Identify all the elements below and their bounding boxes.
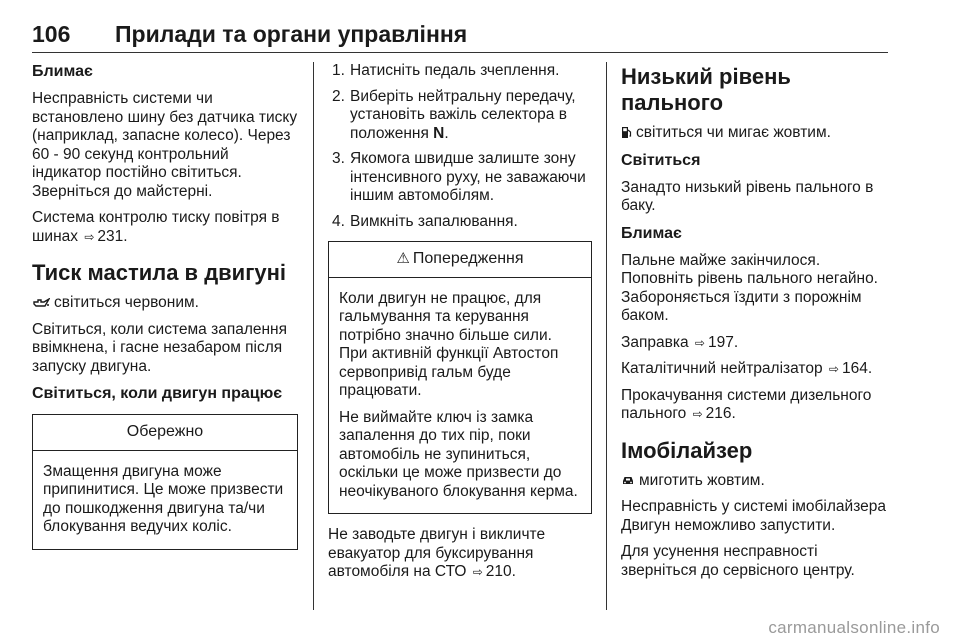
column-divider bbox=[606, 62, 607, 610]
paragraph-tpms-fault: Несправність системи чи встановлено шину без датчика тиску (наприклад, запасне колесо). Через 60 - 90 секунд контрольний індикатор постійно світиться. Зверніться до майстерні. bbox=[32, 90, 298, 200]
page-header bbox=[32, 12, 888, 56]
paragraph-refuel-ref: Заправка ⇨ 197. bbox=[621, 334, 891, 353]
warning-body bbox=[329, 278, 591, 514]
paragraph-catalyst-ref: Каталітичний нейтралізатор ⇨ 164. bbox=[621, 360, 891, 379]
warning-title: Попередження bbox=[412, 250, 524, 267]
column-1 bbox=[32, 62, 298, 562]
paragraph-fuel-flash: Пальне майже закінчилося. Поповніть рівень пального негайно. Забороняється їздити з порожнім баком. bbox=[621, 251, 878, 324]
header-divider bbox=[32, 52, 888, 53]
page-title: Прилади та органи управління bbox=[115, 21, 468, 47]
page-ref-link[interactable]: ⇨ 231. bbox=[82, 228, 127, 245]
ref-text: Система контролю тиску повітря в шинах bbox=[32, 209, 280, 245]
paragraph-fuel-lit: Занадто низький рівень пального в баку. bbox=[621, 178, 874, 214]
oil-can-icon bbox=[32, 298, 50, 308]
subheading-flashing: Блимає bbox=[32, 63, 93, 80]
fuel-icon-text: світиться чи мигає жовтим. bbox=[636, 124, 831, 141]
list-item: 1. Натисніть педаль зчеплення. bbox=[332, 62, 560, 79]
paragraph-towing: Не заводьте двигун і викличте евакуатор для буксирування автомобіля на СТО ⇨ 210. bbox=[328, 526, 592, 582]
caution-title: Обережно bbox=[33, 415, 297, 451]
paragraph-tpms-ref bbox=[32, 209, 298, 246]
subheading-flashing: Блимає bbox=[621, 224, 682, 242]
list-item: 3. Якомога швидше залиште зону інтенсивного руху, не заважаючи іншим автомобілям. bbox=[332, 150, 586, 204]
watermark: carmanualsonline.info bbox=[768, 618, 940, 637]
steps-list bbox=[328, 62, 592, 231]
warning-title-row bbox=[329, 242, 591, 278]
page-ref-link[interactable]: ⇨ 164. bbox=[827, 360, 872, 377]
gear-label: N bbox=[433, 124, 445, 142]
column-2 bbox=[328, 62, 592, 590]
paragraph-immo-service: Для усунення несправності зверніться до сервісного центру. bbox=[621, 543, 855, 579]
heading-oil-pressure: Тиск мастила в двигуні bbox=[32, 260, 287, 285]
heading-immobiliser: Імобілайзер bbox=[621, 437, 753, 463]
column-divider bbox=[313, 62, 314, 610]
page-ref-link[interactable]: ⇨ 210. bbox=[471, 563, 516, 580]
paragraph-immo-icon bbox=[621, 472, 891, 491]
caution-text: Змащення двигуна може припинитися. Це може призвести до пошкодження двигуна та/чи блокування ведучих коліс. bbox=[43, 462, 284, 535]
paragraph-immo-fault: Несправність у системі імобілайзера Двигун неможливо запустити. bbox=[621, 498, 886, 534]
immo-icon-text: миготить жовтим. bbox=[639, 471, 765, 489]
car-key-icon bbox=[621, 474, 635, 486]
subheading-engine-running: Світиться, коли двигун працює bbox=[32, 385, 283, 402]
warning-box bbox=[328, 241, 592, 514]
list-item: 4. Вимкніть запалювання. bbox=[332, 212, 518, 230]
heading-low-fuel: Низький рівень пального bbox=[621, 64, 791, 115]
warning-text-2: Не виймайте ключ із замка запалення до тих пір, поки автомобіль не зупиниться, оскільки це може призвести до неочікуваного блокування керма. bbox=[339, 408, 578, 500]
column-3 bbox=[621, 62, 891, 588]
page-number: 106 bbox=[32, 21, 71, 47]
paragraph-oil-icon bbox=[32, 294, 298, 313]
page-ref-link[interactable]: ⇨ 197. bbox=[693, 334, 738, 351]
warning-text-1: Коли двигун не працює, для гальмування та керування потрібно значно більше сили. При активній функції Автостоп сервопривід гальм буде працювати. bbox=[339, 289, 559, 399]
caution-body bbox=[33, 451, 297, 549]
page-ref-link[interactable]: ⇨ 216. bbox=[691, 405, 736, 422]
paragraph-fuel-icon bbox=[621, 124, 891, 143]
paragraph-oil-info: Світиться, коли система запалення ввімкнена, і гасне незабаром після запуску двигуна. bbox=[32, 320, 288, 375]
caution-box bbox=[32, 414, 298, 550]
subheading-lit: Світиться bbox=[621, 151, 701, 169]
fuel-pump-icon bbox=[621, 126, 632, 139]
oil-icon-text: світиться червоним. bbox=[54, 294, 199, 311]
list-item: 2. Виберіть нейтральну передачу, установіть важіль селектора в положення N. bbox=[332, 87, 576, 142]
paragraph-purge-ref: Прокачування системи дизельного пального ⇨ 216. bbox=[621, 387, 891, 424]
warning-triangle-icon: ⚠ bbox=[396, 250, 410, 267]
